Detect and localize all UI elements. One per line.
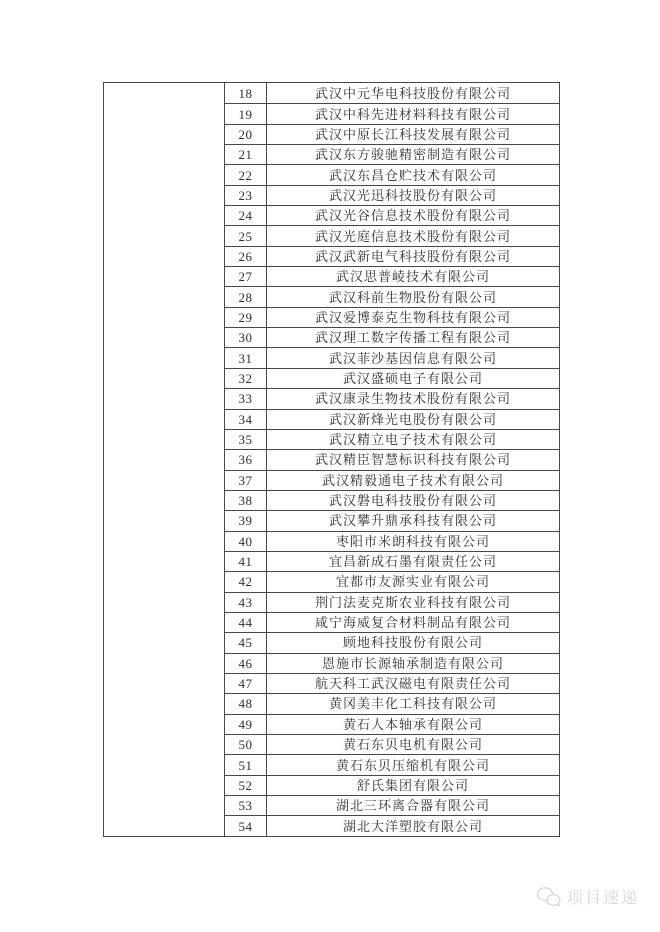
row-index-cell: 23 [225, 185, 267, 205]
company-name-cell: 黄石东贝压缩机有限公司 [267, 754, 559, 774]
row-index-cell: 44 [225, 612, 267, 632]
wechat-icon [536, 886, 562, 908]
company-name-cell: 航天科工武汉磁电有限责任公司 [267, 673, 559, 693]
company-name-cell: 武汉康录生物技术股份有限公司 [267, 388, 559, 408]
row-index-cell: 40 [225, 531, 267, 551]
company-name-cell: 武汉东方骏驰精密制造有限公司 [267, 144, 559, 164]
company-name-cell: 宜昌新成石墨有限责任公司 [267, 551, 559, 571]
row-index-cell: 31 [225, 347, 267, 367]
company-name-cell: 武汉光谷信息技术股份有限公司 [267, 205, 559, 225]
row-index-cell: 22 [225, 164, 267, 184]
row-index-cell: 38 [225, 490, 267, 510]
company-name-cell: 黄石人本轴承有限公司 [267, 714, 559, 734]
row-index-cell: 27 [225, 266, 267, 286]
row-index-cell: 19 [225, 103, 267, 123]
company-name-cell: 武汉精臣智慧标识科技有限公司 [267, 449, 559, 469]
row-index-cell: 25 [225, 225, 267, 245]
row-index-cell: 54 [225, 815, 267, 835]
row-index-cell: 18 [225, 83, 267, 103]
company-name-cell: 武汉中科先进材料科技有限公司 [267, 103, 559, 123]
row-index-cell: 35 [225, 429, 267, 449]
company-name-cell: 武汉爱博泰克生物科技有限公司 [267, 307, 559, 327]
row-index-cell: 41 [225, 551, 267, 571]
merged-group-cell [104, 83, 225, 836]
row-index-cell: 48 [225, 693, 267, 713]
row-index-cell: 24 [225, 205, 267, 225]
row-index-cell: 39 [225, 510, 267, 530]
row-index-cell: 26 [225, 246, 267, 266]
row-index-cell: 42 [225, 571, 267, 591]
company-name-cell: 武汉光庭信息技术股份有限公司 [267, 225, 559, 245]
row-index-cell: 33 [225, 388, 267, 408]
row-index-cell: 45 [225, 632, 267, 652]
row-index-cell: 29 [225, 307, 267, 327]
company-name-cell: 武汉武新电气科技股份有限公司 [267, 246, 559, 266]
company-name-cell: 湖北三环离合器有限公司 [267, 795, 559, 815]
company-name-cell: 武汉科前生物股份有限公司 [267, 286, 559, 306]
row-index-cell: 30 [225, 327, 267, 347]
row-index-cell: 43 [225, 592, 267, 612]
company-name-cell: 湖北大洋塑胶有限公司 [267, 815, 559, 835]
company-name-cell: 武汉新烽光电股份有限公司 [267, 409, 559, 429]
watermark-label: 项目速递 [567, 890, 640, 907]
row-index-cell: 20 [225, 124, 267, 144]
company-name-cell: 恩施市长源轴承制造有限公司 [267, 653, 559, 673]
company-name-cell: 武汉中元华电科技股份有限公司 [314, 85, 511, 101]
company-name-cell: 咸宁海威复合材料制品有限公司 [267, 612, 559, 632]
company-name-cell: 武汉中原长江科技发展有限公司 [267, 124, 559, 144]
watermark [536, 885, 639, 908]
company-table [103, 82, 560, 837]
row-index-cell: 32 [225, 368, 267, 388]
row-index-cell: 52 [225, 775, 267, 795]
row-index-cell: 36 [225, 449, 267, 469]
company-name-cell: 武汉理工数字传播工程有限公司 [267, 327, 559, 347]
row-index-cell: 51 [225, 754, 267, 774]
row-index-cell: 28 [225, 286, 267, 306]
company-name-cell: 枣阳市米朗科技有限公司 [267, 531, 559, 551]
row-index-cell: 21 [225, 144, 267, 164]
row-index-cell: 37 [225, 470, 267, 490]
company-name-cell: 宜都市友源实业有限公司 [267, 571, 559, 591]
company-name-cell: 武汉盛硕电子有限公司 [267, 368, 559, 388]
company-name-cell: 武汉精立电子技术有限公司 [267, 429, 559, 449]
company-name-cell: 荆门法麦克斯农业科技有限公司 [267, 592, 559, 612]
company-name-cell: 武汉东昌仓贮技术有限公司 [267, 164, 559, 184]
row-index-cell: 53 [225, 795, 267, 815]
row-index-cell: 50 [225, 734, 267, 754]
company-name-cell: 顾地科技股份有限公司 [267, 632, 559, 652]
company-name-cell: 武汉光迅科技股份有限公司 [267, 185, 559, 205]
row-index-cell: 46 [225, 653, 267, 673]
company-name-cell: 武汉菲沙基因信息有限公司 [267, 347, 559, 367]
company-name-cell: 黄冈美丰化工科技有限公司 [267, 693, 559, 713]
row-index-cell: 49 [225, 714, 267, 734]
company-name-cell: 武汉思普崚技术有限公司 [267, 266, 559, 286]
company-name-cell: 黄石东贝电机有限公司 [267, 734, 559, 754]
row-index-cell: 34 [225, 409, 267, 429]
company-name-cell: 舒氏集团有限公司 [267, 775, 559, 795]
row-index-cell: 47 [225, 673, 267, 693]
company-name-cell: 武汉攀升鼎承科技有限公司 [267, 510, 559, 530]
company-name-cell: 武汉磐电科技股份有限公司 [267, 490, 559, 510]
company-name-cell: 武汉精毅通电子技术有限公司 [267, 470, 559, 490]
